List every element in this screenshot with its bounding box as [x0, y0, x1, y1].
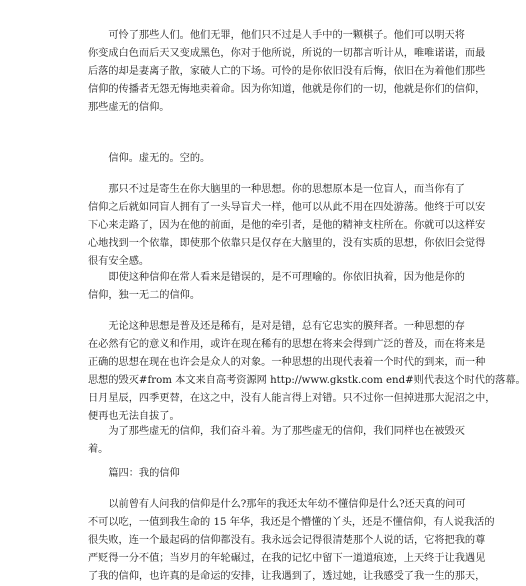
text-line: 很失败，连一个最起码的信仰都没有。我永远会记得很清楚那个人说的话，它将把我的尊: [88, 535, 486, 546]
text-line: 便再也无法自拔了。: [88, 411, 180, 422]
text-line: 后落的却是妻离子散，家破人亡的下场。可怜的是你依旧没有后悔，依旧在为着他们那些: [88, 66, 486, 77]
text-line: 以前曾有人问我的信仰是什么?那年的我还太年幼不懂信仰是什么?还天真的问可: [88, 499, 466, 510]
paragraph: [88, 269, 465, 305]
text-line: 严贬得一分不值；当岁月的年轮碾过，在我的记忆中留下一道道痕迹，上天终于让我遇见: [88, 553, 486, 564]
text-line: 下心来走路了，因为在他的前面，是他的牵引者，是他的精神支柱所在。你就可以这样安: [88, 220, 486, 231]
text-line: 篇四：我的信仰: [88, 468, 180, 479]
text-line: 在必然有它的意义和作用，或许在现在稀有的思想在将来会得到广泛的普及，而在将来是: [88, 339, 486, 350]
paragraph: [88, 423, 465, 459]
paragraph: [88, 27, 486, 117]
text-line: 信仰。虚无的。空的。: [88, 153, 211, 164]
text-line: 很有安全感。: [88, 256, 150, 267]
text-line: 日月星辰，四季更替，在这之中，没有人能言得上对错。只不过你一但掉进那大泥沼之中，: [88, 393, 496, 404]
text-line: 不可以吃，一值到我生命的 15 年华，我还是个懵懂的丫头，还是不懂信仰，有人说我活的: [88, 517, 495, 528]
section-heading: [88, 465, 424, 483]
paragraph: [88, 150, 424, 168]
text-line: 那只不过是寄生在你大脑里的一种思想。你的思想原本是一位盲人，而当你有了: [88, 184, 465, 195]
text-line: 即使这种信仰在常人看来是错误的，是不可理喻的。你依旧执着，因为他是你的: [88, 272, 465, 283]
text-line: 心地找到一个依靠，即使那个依靠只是仅存在大脑里的，没有实质的思想，你依旧会觉得: [88, 238, 486, 249]
paragraph: [88, 181, 486, 271]
text-line: 为了那些虚无的信仰，我们奋斗着。为了那些虚无的信仰，我们同样也在被毁灭: [88, 426, 465, 437]
text-line: 你变成白色而后天又变成黑色，你对于他所说，所说的一切都言听计从，唯唯诺诺，而最: [88, 48, 486, 59]
text-line: 信仰之后就如同盲人拥有了一头导盲犬一样，他可以从此不用在四处游荡。他终于可以安: [88, 202, 486, 213]
text-line: 正确的思想在现在也许会是众人的对象。一种思想的出现代表着一个时代的到来，而一种: [88, 357, 486, 368]
paragraph: [88, 496, 495, 586]
paragraph: [88, 318, 526, 426]
text-line: 可怜了那些人们。他们无罪，他们只不过是人手中的一颗棋子。他们可以明天将: [88, 30, 465, 41]
text-line: 信仰，独一无二的信仰。: [88, 290, 201, 301]
text-line: 信仰的传播者无怨无悔地卖着命。因为你知道，他就是你们的一切，他就是你们的信仰，: [88, 84, 486, 95]
text-line: 那些虚无的信仰。: [88, 102, 170, 113]
text-line: 着。: [88, 444, 109, 455]
text-line: 了我的信仰，也许真的是命运的安排，让我遇到了，透过她，让我感受了我一生的那天，: [88, 571, 486, 582]
text-line: 无论这种思想是普及还是稀有，是对是错，总有它忠实的膜拜者。一种思想的存: [88, 321, 465, 332]
text-line: 思想的毁灭#from 本文来自高考资源网 http://www.gkstk.com end#则代表这个时代的落幕。: [88, 375, 526, 386]
